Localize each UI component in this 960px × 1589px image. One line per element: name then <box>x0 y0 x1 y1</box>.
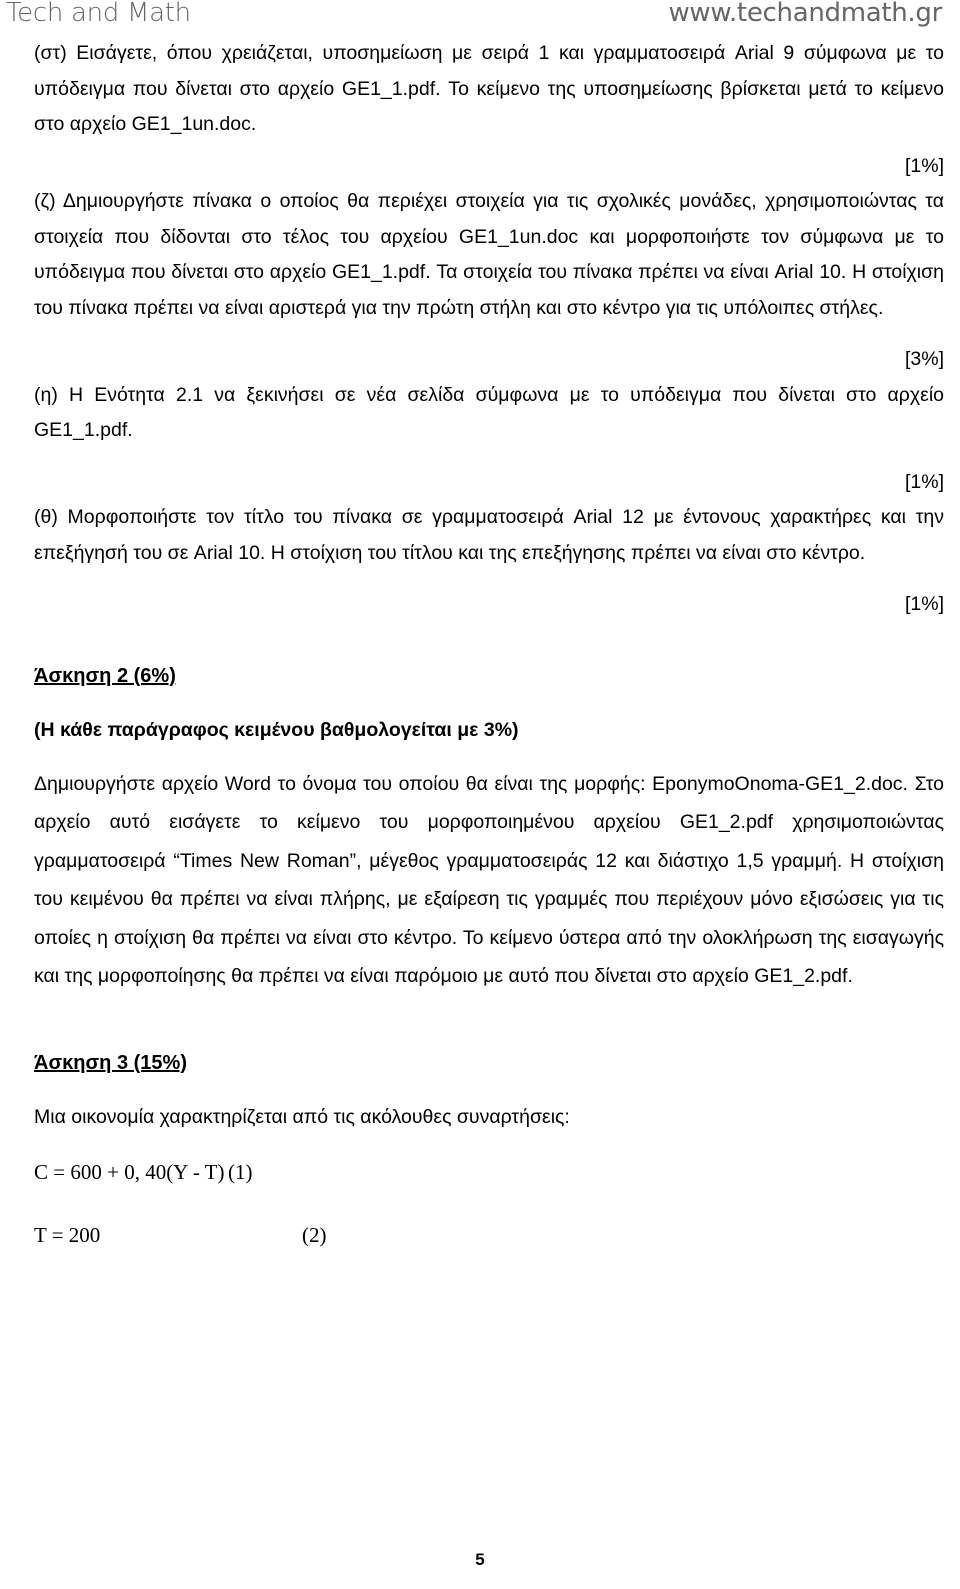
exercise2-title: Άσκηση 2 (6%) <box>34 664 176 687</box>
item-z: (ζ) Δημιουργήστε πίνακα ο οποίος θα περιέχει στοιχεία για τις σχολικές μονάδες, χρησιμοποιώντας τα στοιχεία που δίδονται στο τέλος του αρχείου GE1_1un.doc και μορφοποιήστε τον σύμφωνα με το υπόδειγμα που δίνεται στο αρχείο GE1_1.pdf. Τα στοιχεία του πίνακα πρέπει να είναι Arial 10. Η στοίχιση του πίνακα πρέπει να είναι αριστερά για την πρώτη στήλη και στο κέντρο για τις υπόλοιπες στήλες. <box>34 190 944 319</box>
item-st: (στ) Εισάγετε, όπου χρειάζεται, υποσημείωση με σειρά 1 και γραμματοσειρά Arial 9 σύμφωνα με το υπόδειγμα που δίνεται στο αρχείο GE1_1.pdf. Το κείμενο της υποσημείωσης βρίσκεται μετά το κείμενο στο αρχείο GE1_1un.doc. <box>34 42 944 135</box>
exercise3-title: Άσκηση 3 (15%) <box>34 1051 187 1074</box>
page-number: 5 <box>475 1550 485 1569</box>
document-body <box>34 36 944 1253</box>
equation-1-formula: C = 600 + 0, 40(Y - T) <box>34 1160 225 1184</box>
item-h-mark: [1%] <box>904 470 944 493</box>
equation-2 <box>34 1223 944 1253</box>
header-site-name: Tech and Math <box>6 0 191 28</box>
equation-1 <box>34 1160 944 1190</box>
item-z-mark: [3%] <box>904 348 944 370</box>
item-st-mark: [1%] <box>904 154 944 177</box>
item-th: (θ) Μορφοποιήστε τον τίτλο του πίνακα σε γραμματοσειρά Arial 12 με έντονους χαρακτήρες και την επεξήγησή του σε Arial 10. Η στοίχιση του τίτλου και της επεξήγησης πρέπει να είναι στο κέντρο. <box>34 506 944 564</box>
equation-2-formula: T = 200 <box>34 1223 101 1247</box>
equation-2-number: (2) <box>302 1223 327 1247</box>
item-th-mark: [1%] <box>904 593 944 615</box>
exercise2-text: Δημιουργήστε αρχείο Word το όνομα του οποίου θα είναι της μορφής: EponymoOnoma-GE1_2.doc. Στο αρχείο αυτό εισάγετε το κείμενο του μορφοποιημένου αρχείου GE1_2.pdf χρησιμοποιώντας γραμματοσειρά “Times New Roman”, μέγεθος γραμματοσειράς 12 και διάστιχο 1,5 γραμμή. Η στοίχιση του κειμένου θα πρέπει να είναι πλήρης, με εξαίρεση τις γραμμές που περιέχουν μόνο εξισώσεις για τις οποίες η στοίχιση θα πρέπει να είναι στο κέντρο. Το κείμενο ύστερα από την ολοκλήρωση της εισαγωγής και της μορφοποίησης θα πρέπει να είναι παρόμοιο με αυτό που δίνεται στο αρχείο GE1_2.pdf. <box>34 772 944 987</box>
page-header <box>0 0 960 30</box>
item-h: (η) Η Ενότητα 2.1 να ξεκινήσει σε νέα σελίδα σύμφωνα με το υπόδειγμα που δίνεται στο αρχείο GE1_1.pdf. <box>34 383 944 441</box>
exercise3-intro: Μια οικονομία χαρακτηρίζεται από τις ακόλουθες συναρτήσεις: <box>34 1105 570 1128</box>
header-site-url: www.techandmath.gr <box>668 0 942 28</box>
equation-1-number: (1) <box>228 1160 253 1184</box>
exercise2-note: (Η κάθε παράγραφος κειμένου βαθμολογείται με 3%) <box>34 718 519 741</box>
